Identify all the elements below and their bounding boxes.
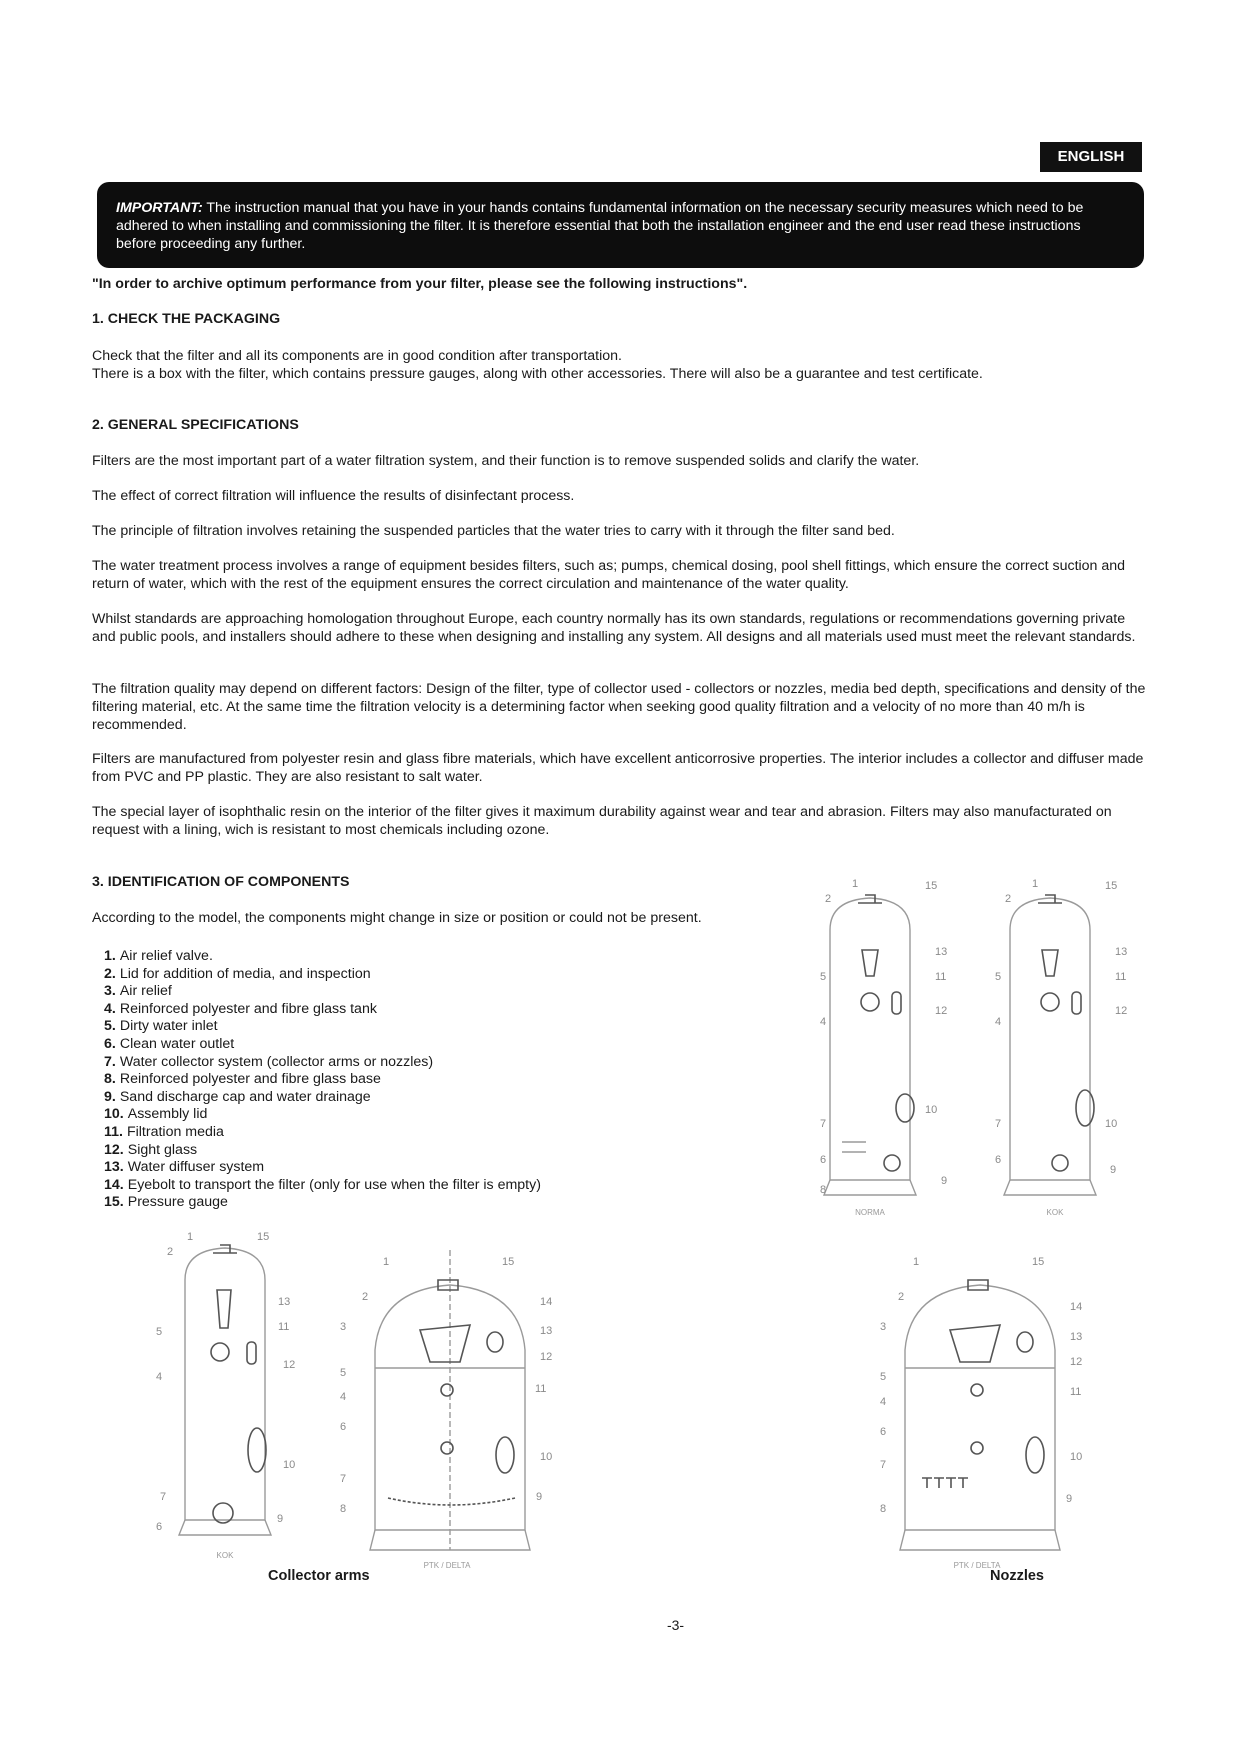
component-number: 2.	[104, 965, 116, 982]
callout-label: 11	[535, 1383, 547, 1395]
callout-label: 3	[880, 1321, 887, 1333]
callout-label: 14	[540, 1296, 553, 1308]
callout-label: 2	[167, 1246, 174, 1258]
callout-label: 11	[1070, 1386, 1082, 1398]
callout-label: 7	[995, 1118, 1002, 1130]
callout-label: 10	[1070, 1451, 1083, 1463]
component-number: 1.	[104, 948, 116, 964]
callout-label: 10	[283, 1459, 296, 1471]
component-number: 13.	[104, 1159, 124, 1176]
component-number: 15.	[104, 1194, 124, 1211]
component-number: 14.	[104, 1176, 124, 1193]
component-label: Water collector system (collector arms or nozzles)	[119, 1053, 434, 1070]
callout-label: 13	[1115, 946, 1128, 958]
model-label: PTK / DELTA	[953, 1561, 1001, 1570]
callout-label: 13	[1070, 1331, 1083, 1343]
model-label: NORMA	[855, 1208, 885, 1217]
component-number: 8.	[104, 1071, 116, 1088]
callout-label: 6	[880, 1426, 887, 1438]
callout-label: 8	[340, 1503, 347, 1515]
component-label: Air relief valve.	[119, 948, 213, 964]
section-2-heading: 2. GENERAL SPECIFICATIONS	[92, 417, 299, 433]
callout-label: 7	[340, 1473, 347, 1485]
important-text: The instruction manual that you have in your hands contains fundamental information on the necessary security measures which need to be adhered to when installing and commissioning the filter. It is therefore essential that both the installation engineer and the end user read these instructions before proceeding any further.	[116, 200, 1084, 252]
callout-label: 12	[1070, 1356, 1083, 1368]
callout-label: 5	[340, 1367, 347, 1379]
callout-label: 9	[536, 1491, 543, 1503]
model-label: KOK	[1046, 1208, 1064, 1217]
callout-label: 12	[540, 1351, 553, 1363]
callout-label: 2	[898, 1291, 905, 1303]
component-number: 11.	[104, 1123, 123, 1140]
callout-label: 4	[156, 1371, 163, 1383]
callout-label: 2	[825, 893, 832, 905]
component-number: 10.	[104, 1106, 124, 1123]
component-number: 3.	[104, 983, 116, 1000]
spec-paragraph: Whilst standards are approaching homologation throughout Europe, each country normally has its own standards, regulations or recommendations governing private and public pools, and installers should adhere to these when designing and installing any system. All designs and all materials used must meet the relevant standards.	[92, 611, 1136, 645]
callout-label: 5	[156, 1326, 163, 1338]
callout-label: 13	[540, 1325, 553, 1337]
callout-label: 1	[383, 1256, 390, 1268]
section-1-heading: 1. CHECK THE PACKAGING	[92, 311, 281, 327]
callout-label: 14	[1070, 1301, 1083, 1313]
callout-label: 6	[995, 1154, 1002, 1166]
callout-label: 4	[820, 1016, 827, 1028]
callout-label: 2	[1005, 893, 1012, 905]
callout-label: 9	[1066, 1493, 1073, 1505]
component-label: Clean water outlet	[119, 1035, 235, 1052]
filter-diagram-ptk-delta-arms	[340, 1250, 552, 1570]
callout-label: 12	[283, 1359, 296, 1371]
section-3-intro: According to the model, the components might change in size or position or could not be present.	[92, 910, 702, 926]
intro-quote: "In order to archive optimum performance from your filter, please see the following instructions".	[92, 276, 748, 292]
callout-label: 1	[913, 1256, 920, 1268]
callout-label: 11	[935, 971, 947, 983]
callout-label: 11	[278, 1321, 290, 1333]
callout-label: 4	[880, 1396, 887, 1408]
filter-diagram-kok-bottom	[156, 1231, 295, 1560]
callout-label: 12	[1115, 1005, 1128, 1017]
callout-label: 12	[935, 1005, 948, 1017]
component-label: Air relief	[119, 983, 172, 1000]
component-label: Sight glass	[127, 1141, 198, 1158]
callout-label: 5	[880, 1371, 887, 1383]
callout-label: 9	[277, 1513, 284, 1525]
callout-label: 1	[852, 878, 859, 890]
filter-diagram-norma	[820, 878, 947, 1217]
language-badge: ENGLISH	[1040, 142, 1142, 172]
callout-label: 10	[1105, 1118, 1118, 1130]
callout-label: 15	[257, 1231, 270, 1243]
callout-label: 9	[941, 1175, 948, 1187]
component-number: 12.	[104, 1141, 124, 1158]
spec-paragraph: The effect of correct filtration will influence the results of disinfectant process.	[92, 488, 575, 504]
spec-paragraph: The principle of filtration involves retaining the suspended particles that the water tries to carry with it through the filter sand bed.	[92, 523, 895, 539]
callout-label: 7	[820, 1118, 827, 1130]
important-label: IMPORTANT:	[116, 200, 203, 216]
callout-label: 8	[880, 1503, 887, 1515]
filter-diagram-kok	[995, 878, 1127, 1217]
caption-nozzles: Nozzles	[990, 1568, 1044, 1584]
callout-label: 15	[502, 1256, 515, 1268]
callout-label: 6	[156, 1521, 163, 1533]
callout-label: 7	[160, 1491, 167, 1503]
component-label: Assembly lid	[127, 1106, 208, 1123]
spec-paragraph: The filtration quality may depend on different factors: Design of the filter, type of collector used - collectors or nozzles, media bed depth, specifications and density of the filtering material, etc. At the same time the filtration velocity is a determining factor when seeking good quality filtration and a velocity of no more than 40 m/h is recommended.	[92, 681, 1146, 733]
callout-label: 11	[1115, 971, 1127, 983]
callout-label: 13	[278, 1296, 291, 1308]
caption-collector-arms: Collector arms	[268, 1568, 370, 1584]
callout-label: 4	[340, 1391, 347, 1403]
filter-diagram-ptk-delta-nozzles	[880, 1256, 1082, 1570]
model-label: KOK	[216, 1551, 234, 1560]
callout-label: 15	[925, 880, 938, 892]
callout-label: 6	[820, 1154, 827, 1166]
callout-label: 15	[1105, 880, 1118, 892]
component-label: Lid for addition of media, and inspection	[119, 965, 371, 982]
component-number: 6.	[104, 1035, 116, 1052]
spec-paragraph: Filters are the most important part of a water filtration system, and their function is to remove suspended solids and clarify the water.	[92, 453, 920, 469]
section-1-paragraph: Check that the filter and all its components are in good condition after transportation. There is a box with the filter, which contains pressure gauges, along with other accessories. There will also be a guarantee and test certificate.	[92, 348, 983, 382]
component-label: Eyebolt to transport the filter (only for use when the filter is empty)	[127, 1176, 541, 1193]
callout-label: 10	[540, 1451, 553, 1463]
spec-paragraph: The water treatment process involves a range of equipment besides filters, such as; pumps, chemical dosing, pool shell fittings, which ensure the correct suction and return of water, which with the rest of the equipment ensures the correct circulation and maintenance of the water quality.	[92, 558, 1126, 592]
component-label: Water diffuser system	[127, 1159, 265, 1176]
callout-label: 5	[995, 971, 1002, 983]
component-number: 9.	[104, 1088, 116, 1105]
page-number: -3-	[666, 1617, 685, 1633]
section-3-heading: 3. IDENTIFICATION OF COMPONENTS	[92, 874, 350, 890]
component-label: Reinforced polyester and fibre glass tank	[119, 1000, 377, 1017]
callout-label: 4	[995, 1016, 1002, 1028]
component-label: Pressure gauge	[127, 1194, 228, 1211]
callout-label: 8	[820, 1184, 827, 1196]
component-label: Dirty water inlet	[119, 1018, 218, 1035]
callout-label: 5	[820, 971, 827, 983]
component-number: 7.	[104, 1053, 116, 1070]
component-label: Reinforced polyester and fibre glass base	[119, 1071, 381, 1088]
model-label: PTK / DELTA	[423, 1561, 471, 1570]
component-number: 4.	[104, 1000, 116, 1017]
callout-label: 2	[362, 1291, 369, 1303]
callout-label: 6	[340, 1421, 347, 1433]
callout-label: 3	[340, 1321, 347, 1333]
callout-label: 1	[187, 1231, 194, 1243]
component-label: Sand discharge cap and water drainage	[119, 1088, 371, 1105]
spec-paragraph: The special layer of isophthalic resin on the interior of the filter gives it maximum durability against wear and tear and abrasion. Filters may also manufacturated on request with a lining, wich is resistant to most chemicals including ozone.	[92, 804, 1112, 838]
spec-paragraph: Filters are manufactured from polyester resin and glass fibre materials, which have excellent anticorrosive properties. The interior includes a collector and diffuser made from PVC and PP plastic. They are also resistant to salt water.	[92, 751, 1144, 785]
callout-label: 7	[880, 1459, 887, 1471]
callout-label: 10	[925, 1104, 938, 1116]
callout-label: 9	[1110, 1164, 1117, 1176]
callout-label: 15	[1032, 1256, 1045, 1268]
callout-label: 1	[1032, 878, 1039, 890]
callout-label: 13	[935, 946, 948, 958]
component-number: 5.	[104, 1018, 116, 1035]
component-label: Filtration media	[126, 1123, 224, 1140]
